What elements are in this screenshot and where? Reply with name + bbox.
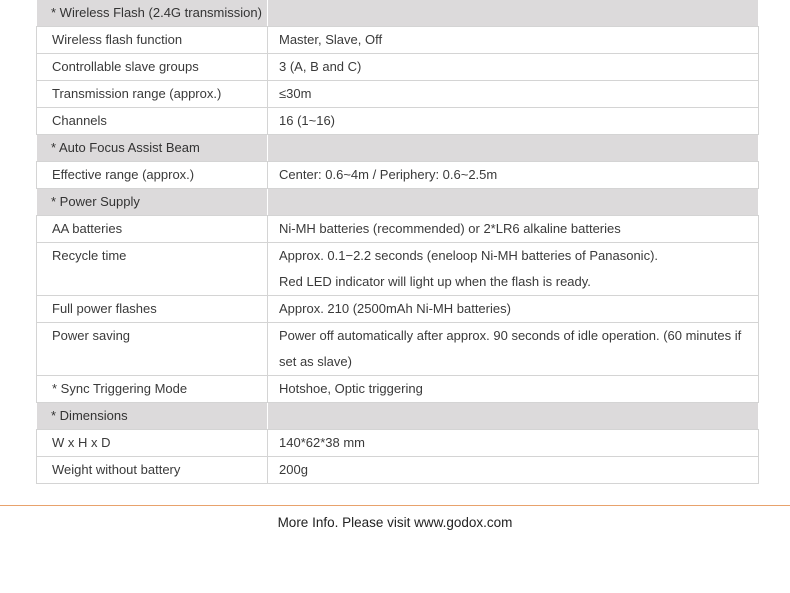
section-title: * Auto Focus Assist Beam — [37, 135, 268, 162]
spec-row — [37, 243, 759, 296]
section-header-row — [37, 189, 759, 216]
spec-label: W x H x D — [37, 430, 268, 457]
section-title: * Dimensions — [37, 403, 268, 430]
spec-value — [268, 323, 759, 376]
spec-row — [37, 81, 759, 108]
spec-table-body — [37, 0, 759, 484]
spec-value-line: Approx. 0.1−2.2 seconds (eneloop Ni-MH batteries of Panasonic). — [279, 248, 659, 263]
section-blank-cell — [268, 189, 759, 216]
spec-value: Center: 0.6~4m / Periphery: 0.6~2.5m — [268, 162, 759, 189]
spec-value: Master, Slave, Off — [268, 27, 759, 54]
spec-value: 3 (A, B and C) — [268, 54, 759, 81]
section-header-row — [37, 0, 759, 27]
section-blank-cell — [268, 0, 759, 27]
section-header-row — [37, 403, 759, 430]
spec-table — [36, 0, 759, 484]
spec-value — [268, 243, 759, 296]
spec-label: Channels — [37, 108, 268, 135]
spec-value: 200g — [268, 457, 759, 484]
spec-row — [37, 162, 759, 189]
spec-value-line: Red LED indicator will light up when the flash is ready. — [279, 274, 591, 289]
section-header-row — [37, 135, 759, 162]
spec-value-line: set as slave) — [279, 354, 352, 369]
section-title: * Power Supply — [37, 189, 268, 216]
spec-row — [37, 108, 759, 135]
spec-row — [37, 323, 759, 376]
spec-value: Approx. 210 (2500mAh Ni-MH batteries) — [268, 296, 759, 323]
spec-label: Controllable slave groups — [37, 54, 268, 81]
spec-value: 140*62*38 mm — [268, 430, 759, 457]
spec-label: Full power flashes — [37, 296, 268, 323]
spec-row — [37, 216, 759, 243]
spec-row — [37, 457, 759, 484]
spec-label: Transmission range (approx.) — [37, 81, 268, 108]
spec-label: Effective range (approx.) — [37, 162, 268, 189]
spec-label: Weight without battery — [37, 457, 268, 484]
section-blank-cell — [268, 135, 759, 162]
spec-value-line: Power off automatically after approx. 90 seconds of idle operation. (60 minutes if — [279, 328, 742, 343]
footer-divider — [0, 505, 790, 506]
spec-value: Hotshoe, Optic triggering — [268, 376, 759, 403]
spec-label: Recycle time — [37, 243, 268, 296]
spec-row — [37, 54, 759, 81]
spec-value: Ni-MH batteries (recommended) or 2*LR6 alkaline batteries — [268, 216, 759, 243]
footer-info: More Info. Please visit www.godox.com — [277, 515, 513, 530]
spec-label: Power saving — [37, 323, 268, 376]
spec-label: * Sync Triggering Mode — [37, 376, 268, 403]
spec-row — [37, 27, 759, 54]
spec-row — [37, 376, 759, 403]
section-title: * Wireless Flash (2.4G transmission) — [37, 0, 268, 27]
spec-row — [37, 296, 759, 323]
spec-label: Wireless flash function — [37, 27, 268, 54]
spec-label: AA batteries — [37, 216, 268, 243]
spec-row — [37, 430, 759, 457]
spec-value: 16 (1~16) — [268, 108, 759, 135]
section-blank-cell — [268, 403, 759, 430]
spec-value: ≤30m — [268, 81, 759, 108]
